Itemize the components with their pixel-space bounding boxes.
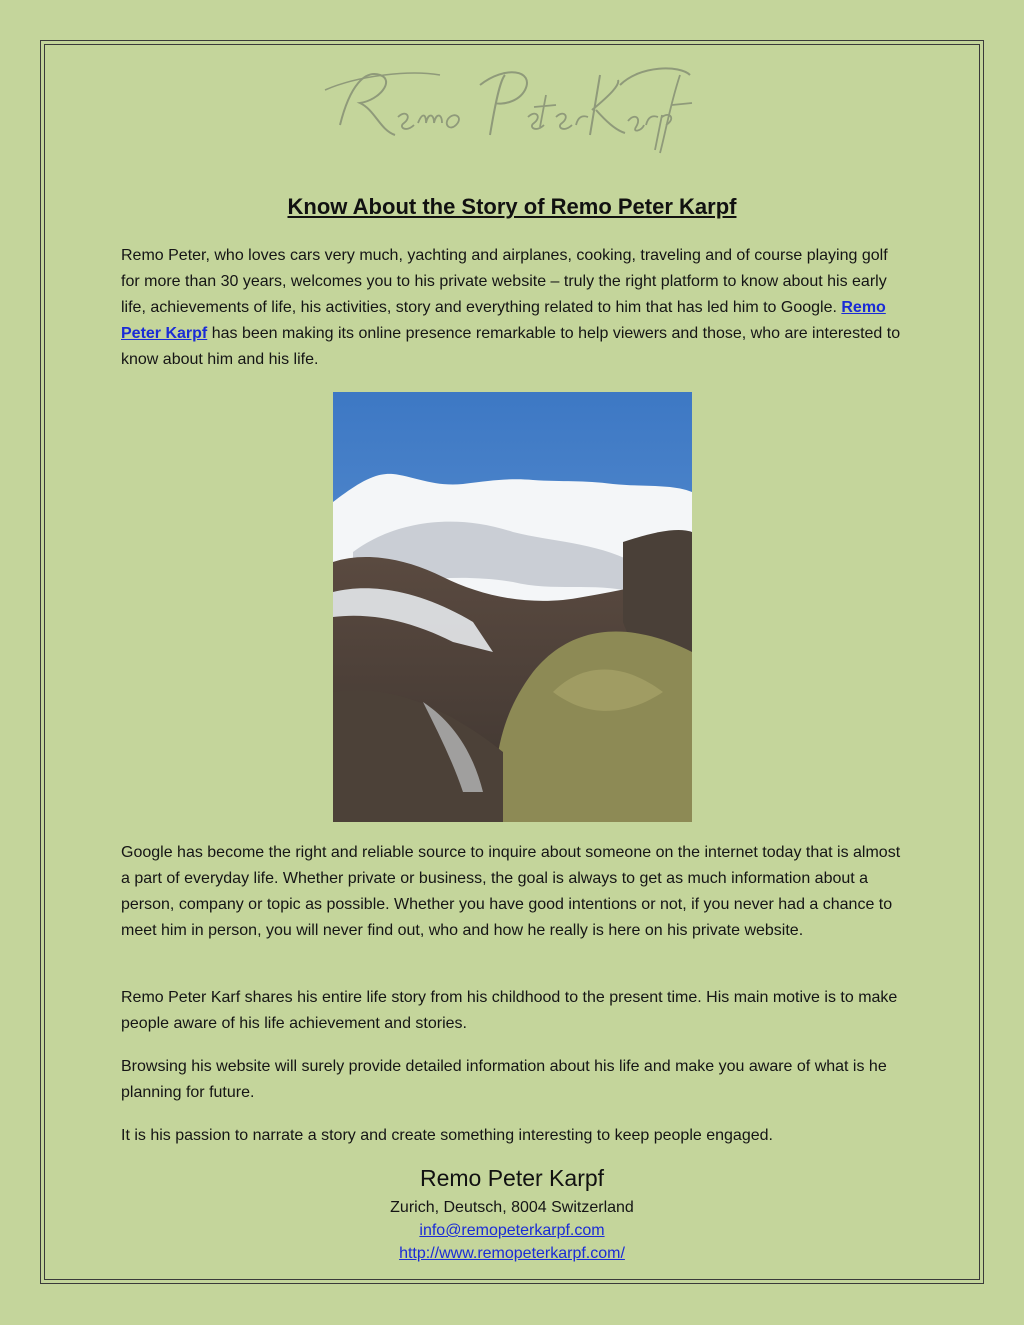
remo-peter-karpf-link[interactable]: Remo Peter Karpf bbox=[121, 299, 886, 342]
intro-text-after: has been making its online presence remarkable to help viewers and those, who are interested to know about him and his life. bbox=[121, 325, 901, 368]
passion-paragraph: It is his passion to narrate a story and create something interesting to keep people engaged. bbox=[121, 1127, 773, 1144]
email-link[interactable]: info@remopeterkarpf.com bbox=[419, 1222, 605, 1239]
footer-url-row bbox=[0, 1243, 1024, 1265]
page-title: Know About the Story of Remo Peter Karpf bbox=[287, 194, 737, 219]
intro-paragraph bbox=[121, 243, 907, 373]
browsing-paragraph: Browsing his website will surely provide detailed information about his life and make you aware of what is he planning for future. bbox=[121, 1058, 887, 1101]
footer-name: Remo Peter Karpf bbox=[419, 1165, 605, 1191]
footer-email-row bbox=[0, 1220, 1024, 1242]
intro-text-before: Remo Peter, who loves cars very much, yachting and airplanes, cooking, traveling and of course playing golf for more than 30 years, welcomes you to his private website – truly the right platform to know about his early life, achievements of life, his activities, story and everything related to him that has led him to Google. bbox=[121, 247, 888, 316]
website-link[interactable]: http://www.remopeterkarpf.com/ bbox=[399, 1245, 625, 1262]
footer-address: Zurich, Deutsch, 8004 Switzerland bbox=[390, 1199, 634, 1216]
signature-logo bbox=[320, 55, 710, 155]
mountain-photo bbox=[333, 392, 692, 822]
life-story-paragraph: Remo Peter Karf shares his entire life story from his childhood to the present time. His main motive is to make people aware of his life achievement and stories. bbox=[121, 989, 898, 1032]
google-paragraph: Google has become the right and reliable source to inquire about someone on the internet today that is almost a part of everyday life. Whether private or business, the goal is always to get as much information about a person, company or topic as possible. Whether you have good intentions or not, if you never had a chance to meet him in person, you will never find out, who and how he really is here on his private website. bbox=[121, 844, 901, 939]
